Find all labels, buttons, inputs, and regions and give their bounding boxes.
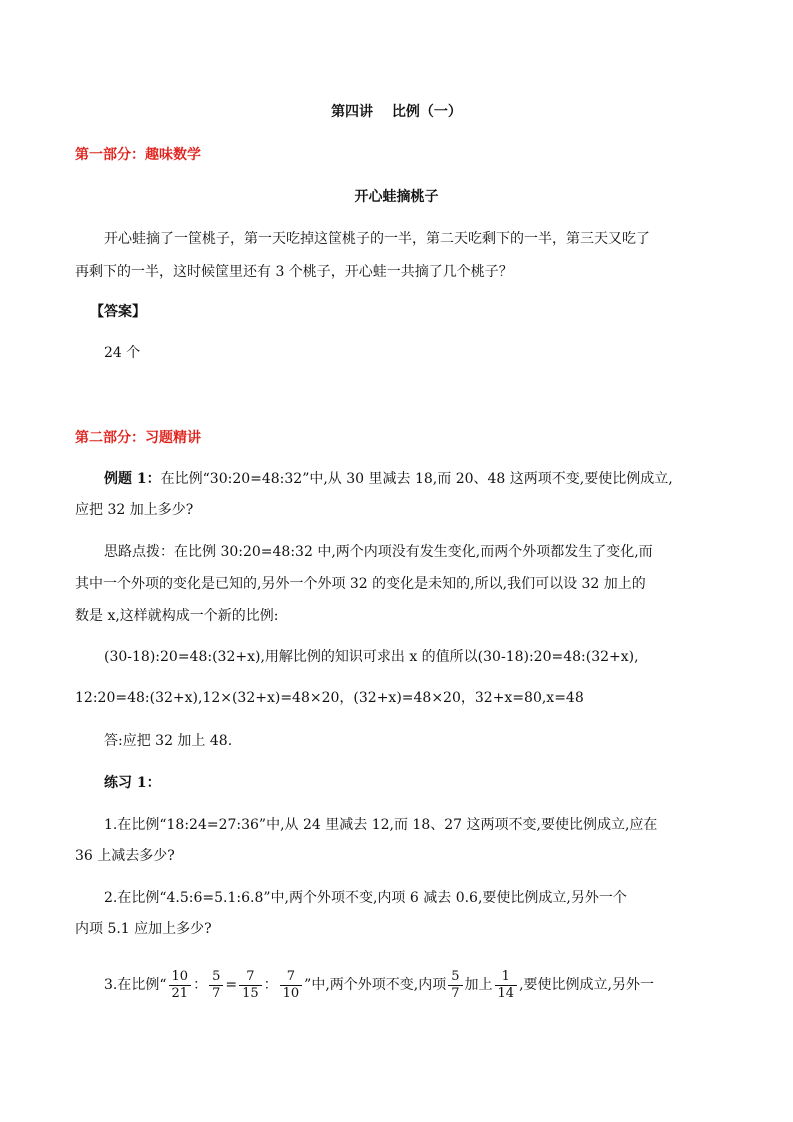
q3-sep-1: ： bbox=[193, 977, 208, 993]
example-text: 在比例“30:20=48:32”中,从 30 里减去 18,而 20、48 这两项不变,要使比例成立, bbox=[160, 471, 673, 487]
fraction-7-10: $\frac{7}{10}$ bbox=[280, 969, 303, 1002]
fraction-5-7: $\frac{5}{7}$ bbox=[209, 969, 223, 1002]
answer-label: 【答案】 bbox=[90, 304, 146, 320]
calc-line-2: 12:20=48:(32+x),12×(32+x)=48×20，(32+x)=48×20，32+x=80,x=48 bbox=[75, 690, 584, 706]
question-3-line-1 bbox=[104, 965, 654, 1005]
hint-line-1: 思路点拨：在比例 30:20=48:32 中,两个内项没有发生变化,而两个外项都发生了变化,而 bbox=[104, 544, 653, 560]
answer-value: 24 个 bbox=[104, 345, 141, 361]
story-title: 开心蛙摘桃子 bbox=[354, 189, 439, 205]
q3-mid-2: 加上 bbox=[464, 977, 493, 993]
example-answer: 答:应把 32 加上 48. bbox=[104, 733, 233, 749]
story-text-line-1: 开心蛙摘了一筐桃子，第一天吃掉这筐桃子的一半，第二天吃剩下的一半，第三天又吃了 bbox=[104, 231, 650, 247]
story-text-line-2: 再剩下的一半，这时候筐里还有 3 个桃子，开心蛙一共摘了几个桃子？ bbox=[75, 264, 513, 280]
fraction-1-14: $\frac{1}{14}$ bbox=[495, 969, 518, 1002]
example-line-1 bbox=[104, 469, 673, 489]
example-line-2: 应把 32 加上多少? bbox=[75, 502, 194, 518]
fraction-5-7-inner: $\frac{5}{7}$ bbox=[448, 969, 462, 1002]
question-1-line-1: 1.在比例“18:24=27:36”中,从 24 里减去 12,而 18、27 这两项不变,要使比例成立,应在 bbox=[104, 817, 658, 833]
hint-line-2: 其中一个外项的变化是已知的,另外一个外项 32 的变化是未知的,所以,我们可以设 32 加上的 bbox=[75, 576, 646, 592]
question-2-line-1: 2.在比例“4.5:6=5.1:6.8”中,两个外项不变,内项 6 减去 0.6,要使比例成立,另外一个 bbox=[104, 890, 627, 906]
page-title: 第四讲 比例（一） bbox=[331, 104, 462, 120]
q3-mid-1: ”中,两个外项不变,内项 bbox=[304, 977, 447, 993]
fraction-7-15: $\frac{7}{15}$ bbox=[239, 969, 262, 1002]
section-heading-part1: 第一部分：趣味数学 bbox=[75, 147, 201, 163]
q3-suffix: ,要使比例成立,另外一 bbox=[519, 977, 654, 993]
q3-prefix: 3.在比例“ bbox=[104, 977, 167, 993]
fraction-10-21: $\frac{10}{21}$ bbox=[169, 969, 192, 1002]
hint-line-3: 数是 x,这样就构成一个新的比例: bbox=[75, 608, 279, 624]
practice-label: 练习 1： bbox=[104, 775, 161, 791]
section-heading-part2: 第二部分：习题精讲 bbox=[75, 430, 201, 446]
example-label: 例题 1： bbox=[104, 471, 161, 487]
question-2-line-2: 内项 5.1 应加上多少? bbox=[75, 921, 212, 937]
calc-line-1: (30-18):20=48:(32+x),用解比例的知识可求出 x 的值所以(30-18):20=48:(32+x), bbox=[104, 649, 639, 665]
q3-sep-3: ： bbox=[263, 977, 278, 993]
q3-sep-2: = bbox=[225, 977, 238, 993]
question-1-line-2: 36 上减去多少? bbox=[75, 848, 175, 864]
